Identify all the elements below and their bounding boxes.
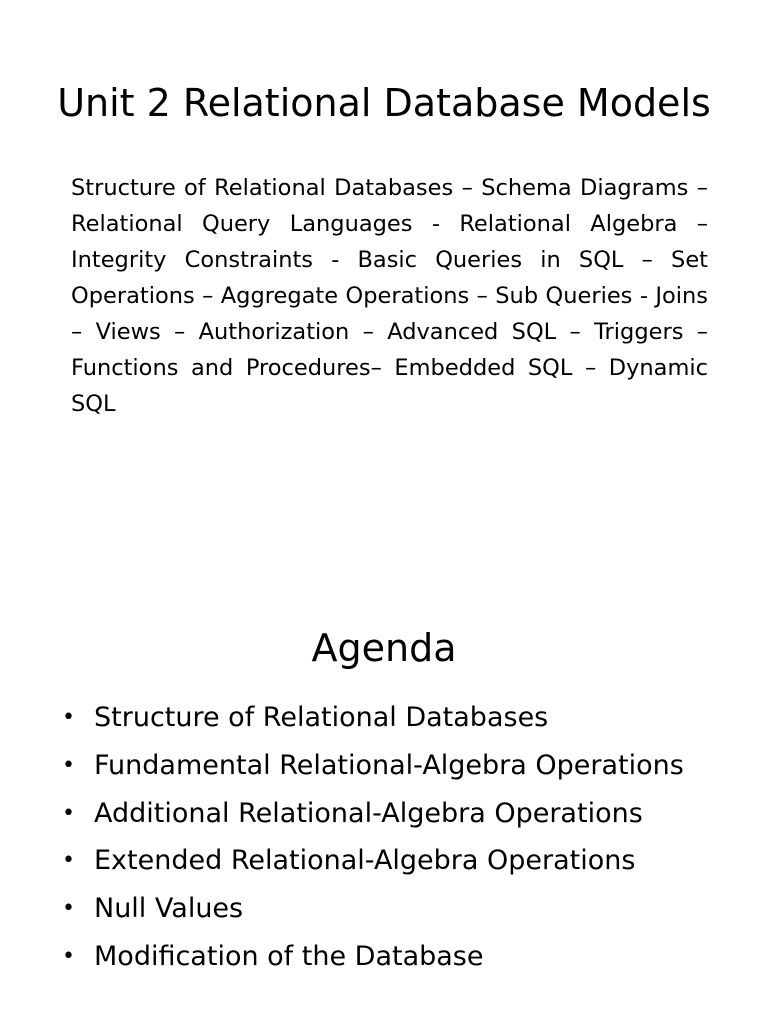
bullet-icon: • — [62, 800, 75, 826]
bullet-icon: • — [62, 943, 75, 969]
bullet-icon: • — [62, 705, 75, 730]
list-item — [62, 885, 742, 933]
syllabus-paragraph: Structure of Relational Databases – Schema Diagrams – Relational Query Languages - Relational Algebra – Integrity Constraints - Basic Queries in SQL – Set Operations – Aggregate Operations – Sub Queries - Joins – Views – Authorization – Advanced SQL – Triggers – Functions and Procedures– Embedded SQL – Dynamic SQL — [71, 175, 708, 417]
list-item — [62, 790, 742, 838]
list-item — [62, 933, 742, 981]
slide-title: Unit 2 Relational Database Models — [57, 81, 711, 125]
list-item — [62, 694, 742, 742]
agenda-list — [62, 694, 742, 981]
bullet-icon: • — [62, 848, 75, 874]
list-item-label: Modification of the Database — [94, 940, 484, 972]
bullet-icon: • — [62, 752, 75, 778]
slide-agenda — [0, 512, 768, 1024]
list-item-label: Structure of Relational Databases — [94, 702, 549, 733]
agenda-title: Agenda — [311, 626, 457, 670]
list-item-label: Additional Relational-Algebra Operations — [94, 797, 643, 829]
bullet-icon: • — [62, 896, 75, 922]
list-item-label: Null Values — [94, 893, 244, 925]
list-item — [62, 837, 742, 885]
list-item-label: Fundamental Relational-Algebra Operations — [94, 749, 684, 781]
list-item — [62, 742, 742, 790]
list-item-label: Extended Relational-Algebra Operations — [94, 845, 636, 877]
